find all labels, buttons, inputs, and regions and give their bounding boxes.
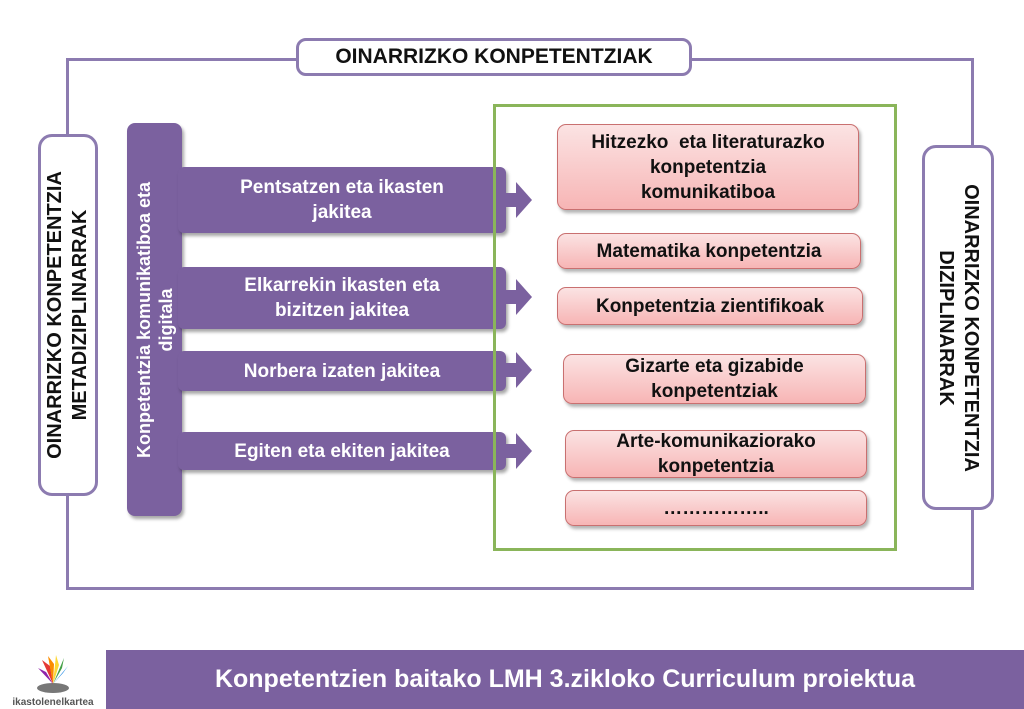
- meta-item-line1: Elkarrekin ikasten eta: [244, 275, 440, 296]
- meta-item-line1: Norbera izaten jakitea: [243, 360, 441, 382]
- diagram-title: [296, 38, 692, 76]
- disc-item-verbal-literary: [557, 124, 859, 210]
- digital-competence-line2: digitala: [155, 287, 176, 352]
- footer-title: Konpetentzien baitako LMH 3.zikloko Curriculum proiektua: [214, 665, 916, 693]
- disc-item-mathematics: [557, 233, 861, 269]
- logo-text: ikastolenelkartea: [12, 697, 94, 708]
- digital-competence-bar: [127, 123, 182, 516]
- logo: [6, 652, 100, 708]
- meta-item-line1: Pentsatzen eta ikasten: [240, 177, 444, 198]
- meta-item-do-undertake: [178, 432, 506, 470]
- meta-item-think-learn: [178, 167, 506, 233]
- disc-item-line2: konpetentziak: [651, 381, 778, 402]
- meta-item-live-together: [178, 267, 506, 329]
- disc-item-line1: ……………..: [663, 497, 769, 519]
- disc-item-more: [565, 490, 867, 526]
- disc-item-line1: Gizarte eta gizabide: [625, 356, 804, 377]
- disc-item-line3: komunikatiboa: [640, 181, 776, 203]
- disc-item-line2: konpetentzia: [649, 156, 767, 178]
- disc-item-line1: Hitzezko eta literaturazko: [591, 131, 825, 153]
- meta-item-line2: jakitea: [312, 202, 372, 223]
- disc-item-line2: konpetentzia: [657, 456, 775, 477]
- digital-competence-label: [133, 181, 177, 457]
- disc-item-line1: Konpetentzia zientifikoak: [595, 295, 825, 317]
- metadisciplinary-label-box: [38, 134, 98, 496]
- metadisciplinary-label: [43, 171, 93, 459]
- metadisciplinary-label-line2: METADIZIPLINARRAK: [69, 209, 91, 421]
- disc-item-line1: Matematika konpetentzia: [596, 240, 822, 262]
- disciplinary-label-line2: DIZIPLINARRAK: [935, 249, 957, 406]
- disciplinary-label-box: [922, 145, 994, 510]
- disc-item-line1: Arte-komunikaziorako: [616, 431, 816, 452]
- meta-item-line2: bizitzen jakitea: [274, 300, 410, 321]
- footer-bar: [106, 650, 1024, 709]
- meta-item-be-oneself: [178, 351, 506, 391]
- disciplinary-label-line1: OINARRIZKO KONPETENTZIA: [960, 183, 982, 472]
- digital-competence-line1: Konpetentzia komunikatiboa eta: [133, 181, 154, 458]
- metadisciplinary-label-line1: OINARRIZKO KONPETENTZIA: [44, 171, 66, 459]
- disc-item-scientific: [557, 287, 863, 325]
- disc-item-social-civic: [563, 354, 866, 404]
- disc-item-artistic: [565, 430, 867, 478]
- meta-item-line1: Egiten eta ekiten jakitea: [234, 440, 450, 462]
- logo-mark-icon: [6, 652, 100, 696]
- diagram-title-text: OINARRIZKO KONPETENTZIAK: [335, 45, 653, 68]
- disciplinary-label: [933, 184, 983, 472]
